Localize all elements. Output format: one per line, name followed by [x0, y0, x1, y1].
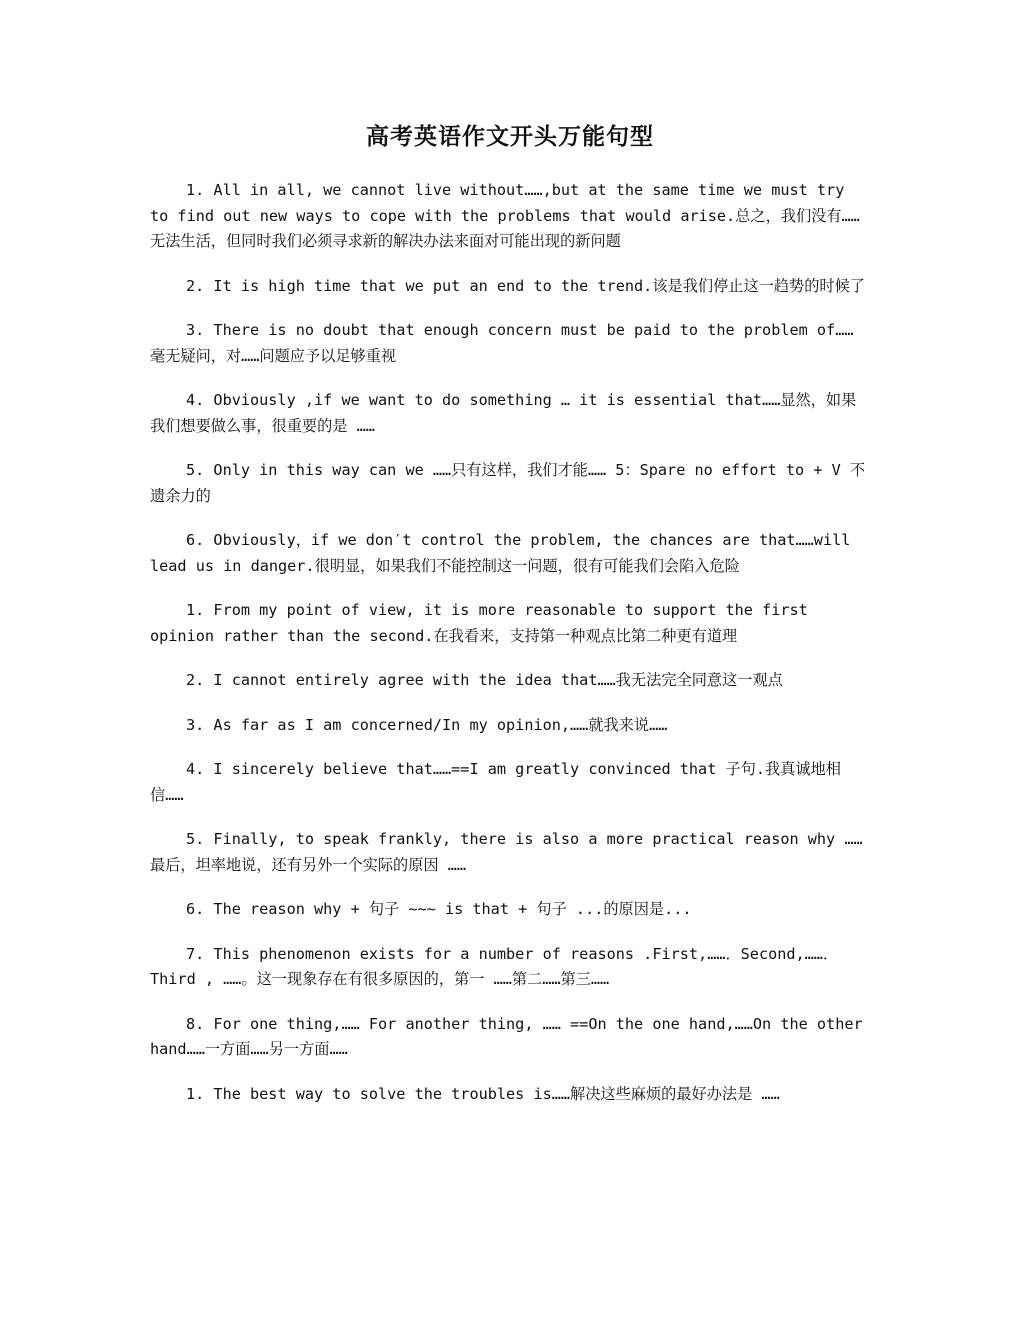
- paragraph-10: 4. I sincerely believe that……==I am greatly convinced that 子句.我真诚地相信……: [150, 760, 841, 804]
- paragraph-9: 3. As far as I am concerned/In my opinion,……就我来说……: [186, 715, 668, 734]
- paragraph-6: 6. Obviously，if we don′t control the problem, the chances are that……will lead us in danger.很明显，如果我们不能控制这一问题，很有可能我们会陷入危险: [150, 531, 851, 575]
- paragraph-8: 2. I cannot entirely agree with the idea that……我无法完全同意这一观点: [186, 671, 783, 689]
- paragraph-2: 2. It is high time that we put an end to the trend.该是我们停止这一趋势的时候了: [186, 276, 865, 295]
- paragraph-12: 6. The reason why + 句子 ~~~ is that + 句子 ...的原因是...: [186, 900, 692, 918]
- paragraph-1: 1. All in all, we cannot live without……,but at the same time we must try to find out new ways to cope with the problems that would arise.总之，我们没有……无法生活，但同时我们必须寻求新的解决办法来面对可能出现的新问题: [150, 181, 860, 250]
- paragraph-14: 8. For one thing,…… For another thing, …… ==On the one hand,……On the other hand……一方面……另一方面……: [150, 1014, 863, 1058]
- paragraph-15: 1. The best way to solve the troubles is……解决这些麻烦的最好办法是 ……: [186, 1084, 780, 1103]
- paragraph-5: 5. Only in this way can we ……只有这样，我们才能…… 5：Spare no effort to + V 不遗余力的: [150, 461, 866, 505]
- paragraph-13: 7. This phenomenon exists for a number of reasons .First,……．Second,……．Third , ……。这一现象存在有很多原因的，第一 ……第二……第三……: [150, 944, 839, 988]
- paragraph-3: 3. There is no doubt that enough concern must be paid to the problem of……毫无疑问，对……问题应予以足够重视: [150, 321, 854, 365]
- paragraph-7: 1. From my point of view, it is more reasonable to support the first opinion rather than the second.在我看来，支持第一种观点比第二种更有道理: [150, 601, 808, 645]
- paragraph-11: 5. Finally, to speak frankly, there is also a more practical reason why ……最后，坦率地说，还有另外一个实际的原因 ……: [150, 830, 863, 874]
- document-body: [150, 178, 866, 1126]
- paragraph-4: 4. Obviously ,if we want to do something … it is essential that……显然，如果我们想要做么事，很重要的是 ……: [150, 391, 857, 435]
- document-title: 高考英语作文开头万能句型: [366, 123, 654, 150]
